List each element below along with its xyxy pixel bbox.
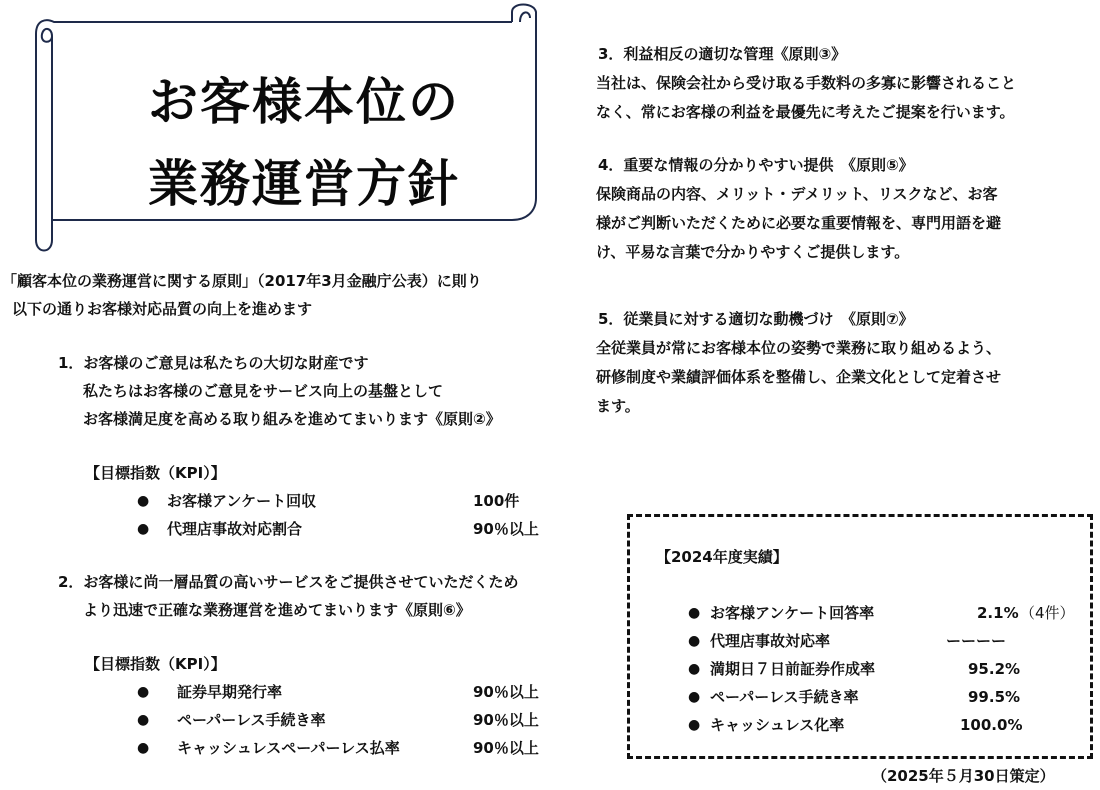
section1-kpi-bullet: ●: [137, 493, 150, 509]
section1-kpi-bullet: ●: [137, 521, 150, 537]
results-bullet: ●: [688, 661, 701, 677]
section1-kpi-label: お客様アンケート回収: [167, 492, 317, 510]
section1-kpi-value: 100件: [473, 492, 520, 510]
intro-line-2: 以下の通りお客様対応品質の向上を進めます: [12, 300, 313, 318]
section2-kpi-label: ペーパーレス手続き率: [177, 711, 326, 729]
results-bullet: ●: [688, 633, 701, 649]
section2-kpi-label: キャッシュレスペーパーレス払率: [177, 739, 400, 757]
results-value: 2.1%: [977, 604, 1019, 622]
section2-kpi-label: 証券早期発行率: [177, 683, 283, 701]
section1-line3: お客様満足度を高める取り組みを進めてまいります《原則②》: [83, 410, 501, 428]
section2-kpi-bullet: ●: [137, 712, 150, 728]
results-box: [627, 514, 1093, 759]
section3-line1: 当社は、保険会社から受け取る手数料の多寡に影響されること: [596, 74, 1017, 92]
results-heading: 【2024年度実績】: [656, 548, 788, 566]
section2-kpi-bullet: ●: [137, 684, 150, 700]
section4-line1: 保険商品の内容、メリット・デメリット、リスクなど、お客: [596, 185, 998, 203]
section4-line2: 様がご判断いただくために必要な重要情報を、専門用語を避: [596, 214, 1002, 232]
section3-heading: 3．利益相反の適切な管理《原則③》: [598, 45, 847, 63]
section1-heading: 1．お客様のご意見は私たちの大切な財産です: [58, 354, 369, 372]
footer-date: （2025年５月30日策定）: [872, 767, 1055, 785]
section2-kpi-bullet: ●: [137, 740, 150, 756]
section2-kpi-heading: 【目標指数（KPI）】: [85, 655, 226, 673]
results-label: 代理店事故対応率: [710, 632, 831, 650]
results-bullet: ●: [688, 717, 701, 733]
results-value: ーーーー: [946, 632, 1007, 650]
section4-line3: け、平易な言葉で分かりやすくご提供します。: [596, 243, 910, 261]
section5-line3: ます。: [596, 397, 640, 415]
section4-heading: 4．重要な情報の分かりやすい提供 《原則⑤》: [598, 156, 914, 174]
section5-line1: 全従業員が常にお客様本位の姿勢で業務に取り組めるよう、: [596, 339, 1002, 357]
results-label: キャッシュレス化率: [710, 716, 845, 734]
banner-title-line2: 業務運営方針: [148, 155, 460, 213]
section5-heading: 5．従業員に対する適切な動機づけ 《原則⑦》: [598, 310, 914, 328]
results-label: お客様アンケート回答率: [710, 604, 875, 622]
section1-kpi-label: 代理店事故対応割合: [167, 520, 303, 538]
section2-kpi-value: 90％以上: [473, 739, 539, 757]
results-label: 満期日７日前証券作成率: [710, 660, 876, 678]
results-value: 100.0%: [960, 716, 1023, 734]
banner-title-line1: お客様本位の: [148, 73, 460, 131]
section2-kpi-value: 90％以上: [473, 683, 539, 701]
results-label: ペーパーレス手続き率: [710, 688, 859, 706]
results-bullet: ●: [688, 605, 701, 621]
section2-kpi-value: 90％以上: [473, 711, 539, 729]
section3-line2: なく、常にお客様の利益を最優先に考えたご提案を行います。: [596, 103, 1015, 121]
results-bullet: ●: [688, 689, 701, 705]
section2-line2: より迅速で正確な業務運営を進めてまいります《原則⑥》: [83, 601, 471, 619]
results-value: 95.2%: [968, 660, 1021, 678]
section1-line2: 私たちはお客様のご意見をサービス向上の基盤として: [83, 382, 444, 400]
scroll-banner: [14, 0, 544, 255]
results-value: 99.5%: [968, 688, 1021, 706]
section2-heading: 2．お客様に尚一層品質の高いサービスをご提供させていただくため: [58, 573, 519, 591]
section1-kpi-value: 90％以上: [473, 520, 539, 538]
results-note: （4件）: [1020, 604, 1075, 622]
intro-line-1: 「顧客本位の業務運営に関する原則」（2017年3月金融庁公表）に則り: [2, 272, 482, 290]
section5-line2: 研修制度や業績評価体系を整備し、企業文化として定着させ: [596, 368, 1002, 386]
section1-kpi-heading: 【目標指数（KPI）】: [85, 464, 226, 482]
